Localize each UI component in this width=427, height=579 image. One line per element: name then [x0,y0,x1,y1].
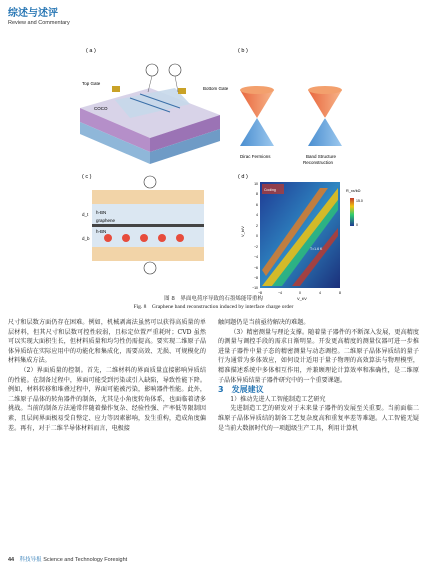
resistance-map [260,182,340,288]
page-number: 44 [8,557,15,563]
dirac-fermions-caption: Dirac Fermions [240,154,271,159]
dirac-cone-diagram [240,86,274,146]
x-tick: −4 [278,291,282,295]
y-tick: −4 [254,255,258,259]
subheading: 1）推动先进人工智能制造工艺研究 [230,395,326,403]
y-tick: 2 [256,224,258,228]
page-header [8,4,70,26]
y-axis-ticks [252,182,258,290]
y-tick: −10 [252,286,258,290]
journal-name-en: Science and Technology Foresight [43,557,128,563]
paragraph: （2）界面质量的控制。首先，二维材料的界面质量直接影响异质结的性能。在制备过程中，界面可能受到污染或引入缺陷，导致性能下降。例如，材料转移和堆叠过程中，界面可能被污染，影响器件性能。此外，二维原子晶体的转角器件的制备，尤其是小角度转角体系，也面临着诸多挑战。当前的制备方法通常伴随着操作复杂、经验性强、产率低等限制因素，且层间界面极易受自整定、应力等因素影响，发生重构，造成角度偏差。再有，对于二维半导体材料而言，电极接 [8,366,206,432]
temperature-label: T=1.6 K [310,247,323,251]
figure-8 [60,40,370,302]
db-label: d_b [82,236,90,241]
y-tick: −2 [254,245,258,249]
paragraph: 先进制造工艺的研发对于未来量子器件的发展至关重要。当前面临二维原子晶体异质结的制备工艺复杂度高和重复率差等难题。人工智能无疑是当前大数据时代的一项超级生产工具，利用计算机 [218,405,419,432]
page-footer [8,555,127,563]
coco-label: COCO [94,106,108,111]
y-tick: 0 [256,234,258,238]
panel-a-label: ( a ) [86,48,96,54]
hbn-bottom-label: h-BN [96,229,107,234]
y-tick: 8 [256,192,258,196]
x-tick: −8 [258,291,262,295]
right-column [218,318,419,433]
x-axis-label: V_t/V [297,296,307,301]
panel-c-label: ( c ) [82,174,92,180]
y-tick: −6 [254,266,258,270]
figure-caption-en: Fig. 8 Graphene band reconstruction induced by interface charge order [133,304,294,310]
heterostructure-stack [92,176,204,274]
y-tick: 6 [256,203,258,207]
panel-b-label: ( b ) [238,48,248,54]
paragraph: （3）精密测量与理论支撑。随着量子器件的不断深入发展，更高精度的测量与调控手段的需求日渐明显。开发更高精度的测量仪器可进一步推进量子器件中量子态的精密测量与动态调控。二维原子晶体异质结的量子行为通常为多体效应，如何设计适用于量子物理的高效算法与物理模型，精准描述系统中多体相互作用，并兼顾理论计算效率和准确性，是二维原子晶体异质结量子器件研究中的一个重要课题。 [218,328,419,384]
band-structure-caption-2: Reconstruction [303,160,334,165]
colorbar-title: R_xx/kΩ [346,189,361,193]
y-tick: −8 [254,276,258,280]
journal-name-cn: 科技导报 [19,557,42,563]
x-tick: 8 [339,291,341,295]
figure-caption-cn: 图 8 界面电荷序导致的石墨烯能带重构 [164,296,263,302]
dt-label: d_t [82,212,89,217]
section-title-cn: 综述与述评 [8,8,58,19]
y-tick: 4 [256,213,258,217]
device-schematic [80,64,220,164]
band-structure-caption-1: Band Structure [306,154,337,159]
x-tick: 4 [319,291,321,295]
inset-cooling: Cooling [264,188,276,192]
section-title-en: Review and Commentary [8,20,70,26]
panel-d-label: ( d ) [238,174,248,180]
y-tick: 10 [254,182,258,186]
section-heading: 3 发展建议 [218,385,264,395]
paragraph: 尺寸和层数方面仍存在困难。例如，机械剥离法虽然可以获得高质量的单层材料，但其尺寸和层数可控性较弱，且标定位置严重耗时；CVD 虽然可以实现大面积生长，但材料质量和均匀性仍需提高。要实现二维原子晶体异质结在实际应用中的功能化和集成化，需要高效、无损、可规模化的材料集成方法。 [8,319,206,365]
bottom-gate-label: Bottom Gate [203,86,229,91]
band-reconstruction-diagram [308,86,342,146]
y-axis-label: V_b/V [240,226,245,237]
colorbar-max: 15.0 [356,199,363,203]
x-tick: 0 [299,291,301,295]
colorbar-min: 0 [356,223,358,227]
hbn-top-label: h-BN [96,210,107,215]
paragraph: 触问题仍是当前亟待解决的难题。 [218,319,310,326]
graphene-label: graphene [96,218,116,223]
left-column [8,318,206,433]
top-gate-label: Top Gate [82,81,101,86]
colorbar [350,198,354,226]
